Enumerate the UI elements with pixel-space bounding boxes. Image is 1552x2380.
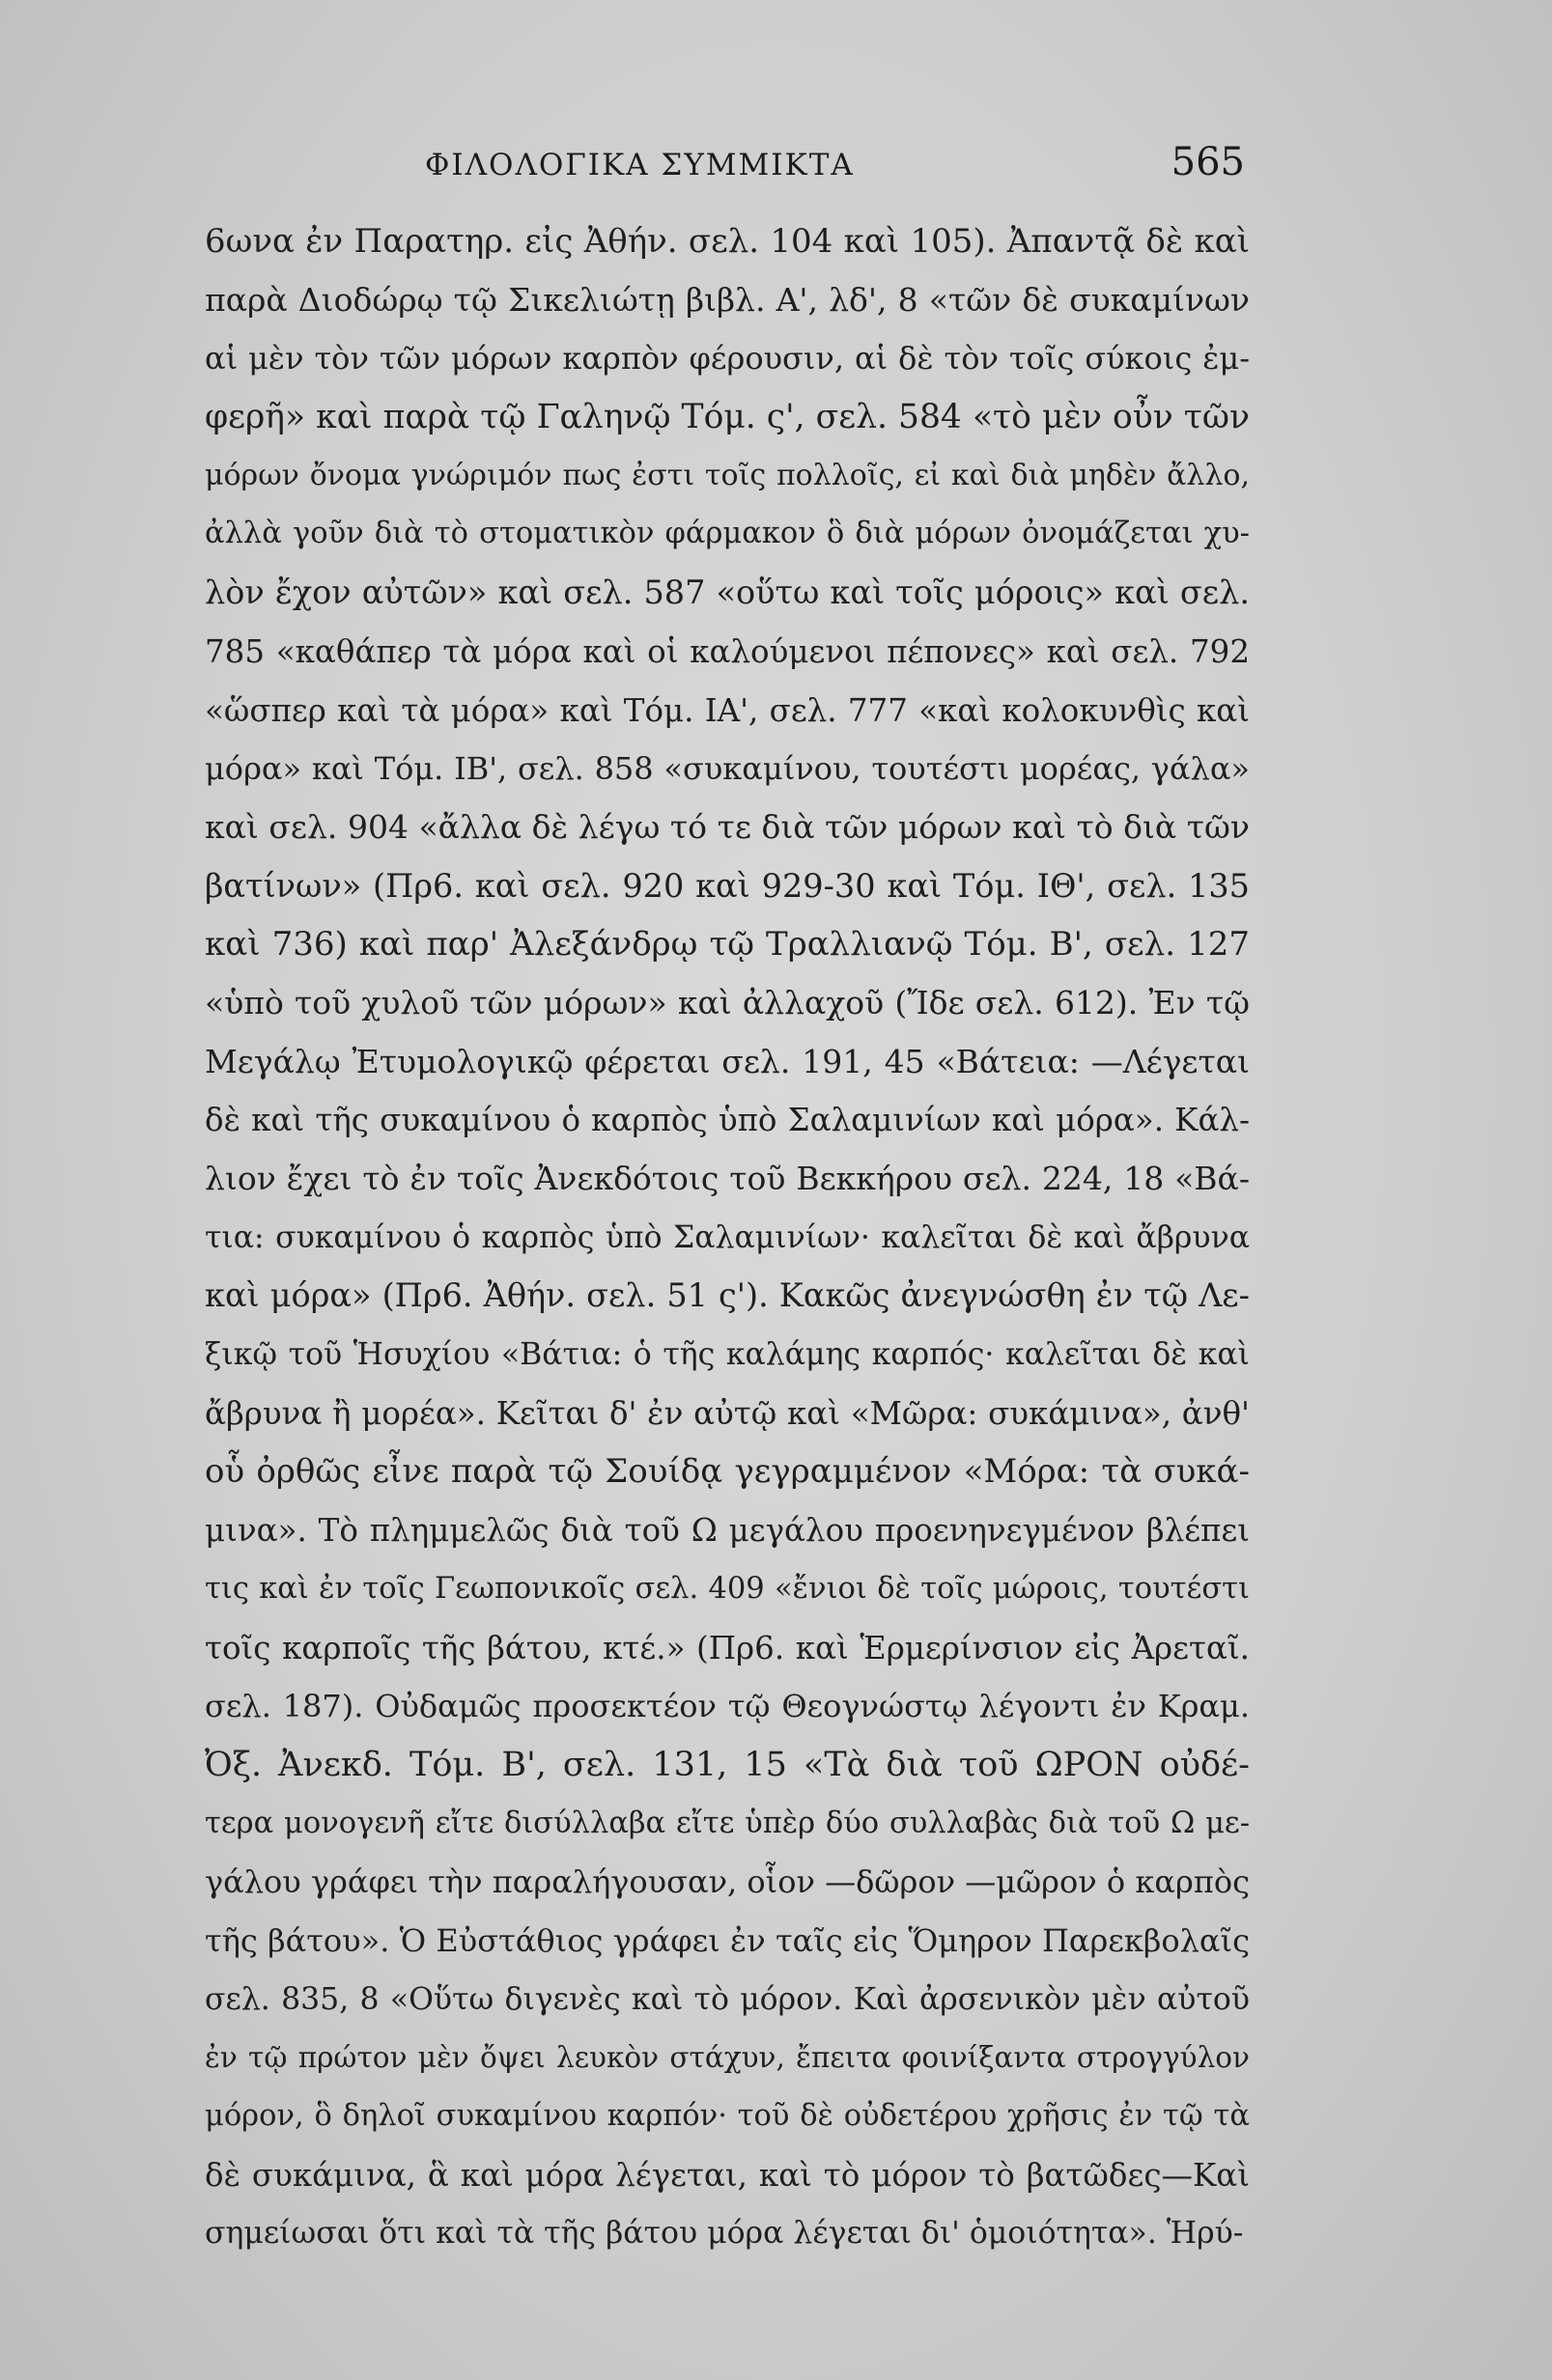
text-line: λιον ἔχει τὸ ἐν τοῖς Ἀνεκδότοις τοῦ Βεκκήρου σελ. 224, 18 «Βά-	[205, 1160, 1250, 1197]
text-line: 6ωνα ἐν Παρατηρ. εἰς Ἀθήν. σελ. 104 καὶ 105). Ἀπαντᾷ δὲ καὶ	[205, 222, 1250, 261]
text-line: μινα». Τὸ πλημμελῶς διὰ τοῦ Ω μεγάλου προενηνεγμένον βλέπει	[205, 1512, 1250, 1550]
text-line: σελ. 835, 8 «Οὕτω διγενὲς καὶ τὸ μόρον. Καὶ ἀρσενικὸν μὲν αὐτοῦ	[205, 1981, 1250, 2017]
text-line: μόρον, ὃ δηλοῖ συκαμίνου καρπόν· τοῦ δὲ οὐδετέρου χρῆσις ἐν τῷ τὰ	[205, 2099, 1250, 2133]
text-line: ἄβρυνα ἢ μορέα». Κεῖται δ' ἐν αὐτῷ καὶ «Μῶρα: συκάμινα», ἀνθ'	[205, 1394, 1250, 1432]
text-line: «ὥσπερ καὶ τὰ μόρα» καὶ Τόμ. ΙΑ', σελ. 777 «καὶ κολοκυνθὶς καὶ	[205, 691, 1250, 729]
text-line: τῆς βάτου». Ὁ Εὐστάθιος γράφει ἐν ταῖς εἰς Ὅμηρον Παρεκβολαῖς	[205, 1921, 1250, 1959]
text-line: γάλου γράφει τὴν παραλήγουσαν, οἷον —δῶρον —μῶρον ὁ καρπὸς	[205, 1863, 1250, 1901]
text-line: 785 «καθάπερ τὰ μόρα καὶ οἱ καλούμενοι πέπονες» καὶ σελ. 792	[205, 632, 1250, 670]
text-line: τις καὶ ἐν τοῖς Γεωπονικοῖς σελ. 409 «ἔνιοι δὲ τοῖς μώροις, τουτέστι	[205, 1571, 1250, 1606]
text-line: ξικῷ τοῦ Ἡσυχίου «Βάτια: ὁ τῆς καλάμης καρπός· καλεῖται δὲ καὶ	[205, 1337, 1250, 1373]
text-line: σημείωσαι ὅτι καὶ τὰ τῆς βάτου μόρα λέγεται δι' ὁμοιότητα». Ἡρύ-	[205, 2216, 1244, 2252]
text-line: ἐν τῷ πρώτον μὲν ὄψει λευκὸν στάχυν, ἔπειτα φοινίξαντα στρογγύλον	[205, 2041, 1250, 2075]
text-line: δὲ καὶ τῆς συκαμίνου ὁ καρπὸς ὑπὸ Σαλαμινίων καὶ μόρα». Κάλ-	[205, 1102, 1250, 1139]
text-line: Μεγάλῳ Ἐτυμολογικῷ φέρεται σελ. 191, 45 «Βάτεια: —Λέγεται	[205, 1042, 1250, 1080]
running-head	[0, 140, 1552, 198]
text-line: καὶ σελ. 904 «ἄλλα δὲ λέγω τό τε διὰ τῶν μόρων καὶ τὸ διὰ τῶν	[205, 807, 1250, 846]
running-title: ΦΙΛΟΛΟΓΙΚΑ ΣΥΜΜΙΚΤΑ	[425, 148, 855, 182]
text-line: μόρων ὄνομα γνώριμόν πως ἐστι τοῖς πολλοῖς, εἰ καὶ διὰ μηδὲν ἄλλο,	[205, 458, 1250, 492]
text-line: καὶ 736) καὶ παρ' Ἀλεξάνδρῳ τῷ Τραλλιανῷ Τόμ. Β', σελ. 127	[205, 925, 1250, 965]
text-line: οὗ ὀρθῶς εἶνε παρὰ τῷ Σουίδᾳ γεγραμμένον «Μόρα: τὰ συκά-	[205, 1452, 1250, 1492]
text-line: τοῖς καρποῖς τῆς βάτου, κτέ.» (Πρ6. καὶ Ἑρμερίνσιον εἰς Ἀρεταῖ.	[205, 1629, 1250, 1666]
text-line: βατίνων» (Πρ6. καὶ σελ. 920 καὶ 929-30 καὶ Τόμ. ΙΘ', σελ. 135	[205, 866, 1250, 905]
text-line: δὲ συκάμινα, ἃ καὶ μόρα λέγεται, καὶ τὸ μόρον τὸ βατῶδες—Καὶ	[205, 2156, 1250, 2194]
text-line: λὸν ἔχον αὐτῶν» καὶ σελ. 587 «οὕτω καὶ τοῖς μόροις» καὶ σελ.	[205, 574, 1250, 612]
text-line: τια: συκαμίνου ὁ καρπὸς ὑπὸ Σαλαμινίων· καλεῖται δὲ καὶ ἄβρυνα	[205, 1219, 1250, 1255]
text-line: τερα μονογενῆ εἴτε δισύλλαβα εἴτε ὑπὲρ δύο συλλαβὰς διὰ τοῦ Ω με-	[205, 1806, 1250, 1840]
body-text	[205, 212, 1250, 2263]
text-line: Ὀξ. Ἀνεκδ. Τόμ. Β', σελ. 131, 15 «Τὰ διὰ τοῦ ΩΡΟΝ οὐδέ-	[205, 1745, 1250, 1784]
text-line: «ὑπὸ τοῦ χυλοῦ τῶν μόρων» καὶ ἀλλαχοῦ (Ἴδε σελ. 612). Ἐν τῷ	[205, 983, 1250, 1022]
text-line: σελ. 187). Οὐδαμῶς προσεκτέον τῷ Θεογνώστῳ λέγοντι ἐν Κραμ.	[205, 1688, 1250, 1725]
text-line: καὶ μόρα» (Πρ6. Ἀθήν. σελ. 51 ς'). Κακῶς ἀνεγνώσθη ἐν τῷ Λε-	[205, 1276, 1250, 1315]
page-number: 565	[1171, 140, 1245, 184]
text-line: μόρα» καὶ Τόμ. ΙΒ', σελ. 858 «συκαμίνου, τουτέστι μορέας, γάλα»	[205, 750, 1250, 788]
text-line: φερῆ» καὶ παρὰ τῷ Γαληνῷ Τόμ. ς', σελ. 584 «τὸ μὲν οὖν τῶν	[205, 398, 1250, 437]
text-line: αἱ μὲν τὸν τῶν μόρων καρπὸν φέρουσιν, αἱ δὲ τὸν τοῖς σύκοις ἐμ-	[205, 340, 1250, 378]
text-line: ἀλλὰ γοῦν διὰ τὸ στοματικὸν φάρμακον ὃ διὰ μόρων ὀνομάζεται χυ-	[205, 517, 1250, 551]
text-line: παρὰ Διοδώρῳ τῷ Σικελιώτῃ βιβλ. Α', λδ', 8 «τῶν δὲ συκαμίνων	[205, 280, 1250, 319]
